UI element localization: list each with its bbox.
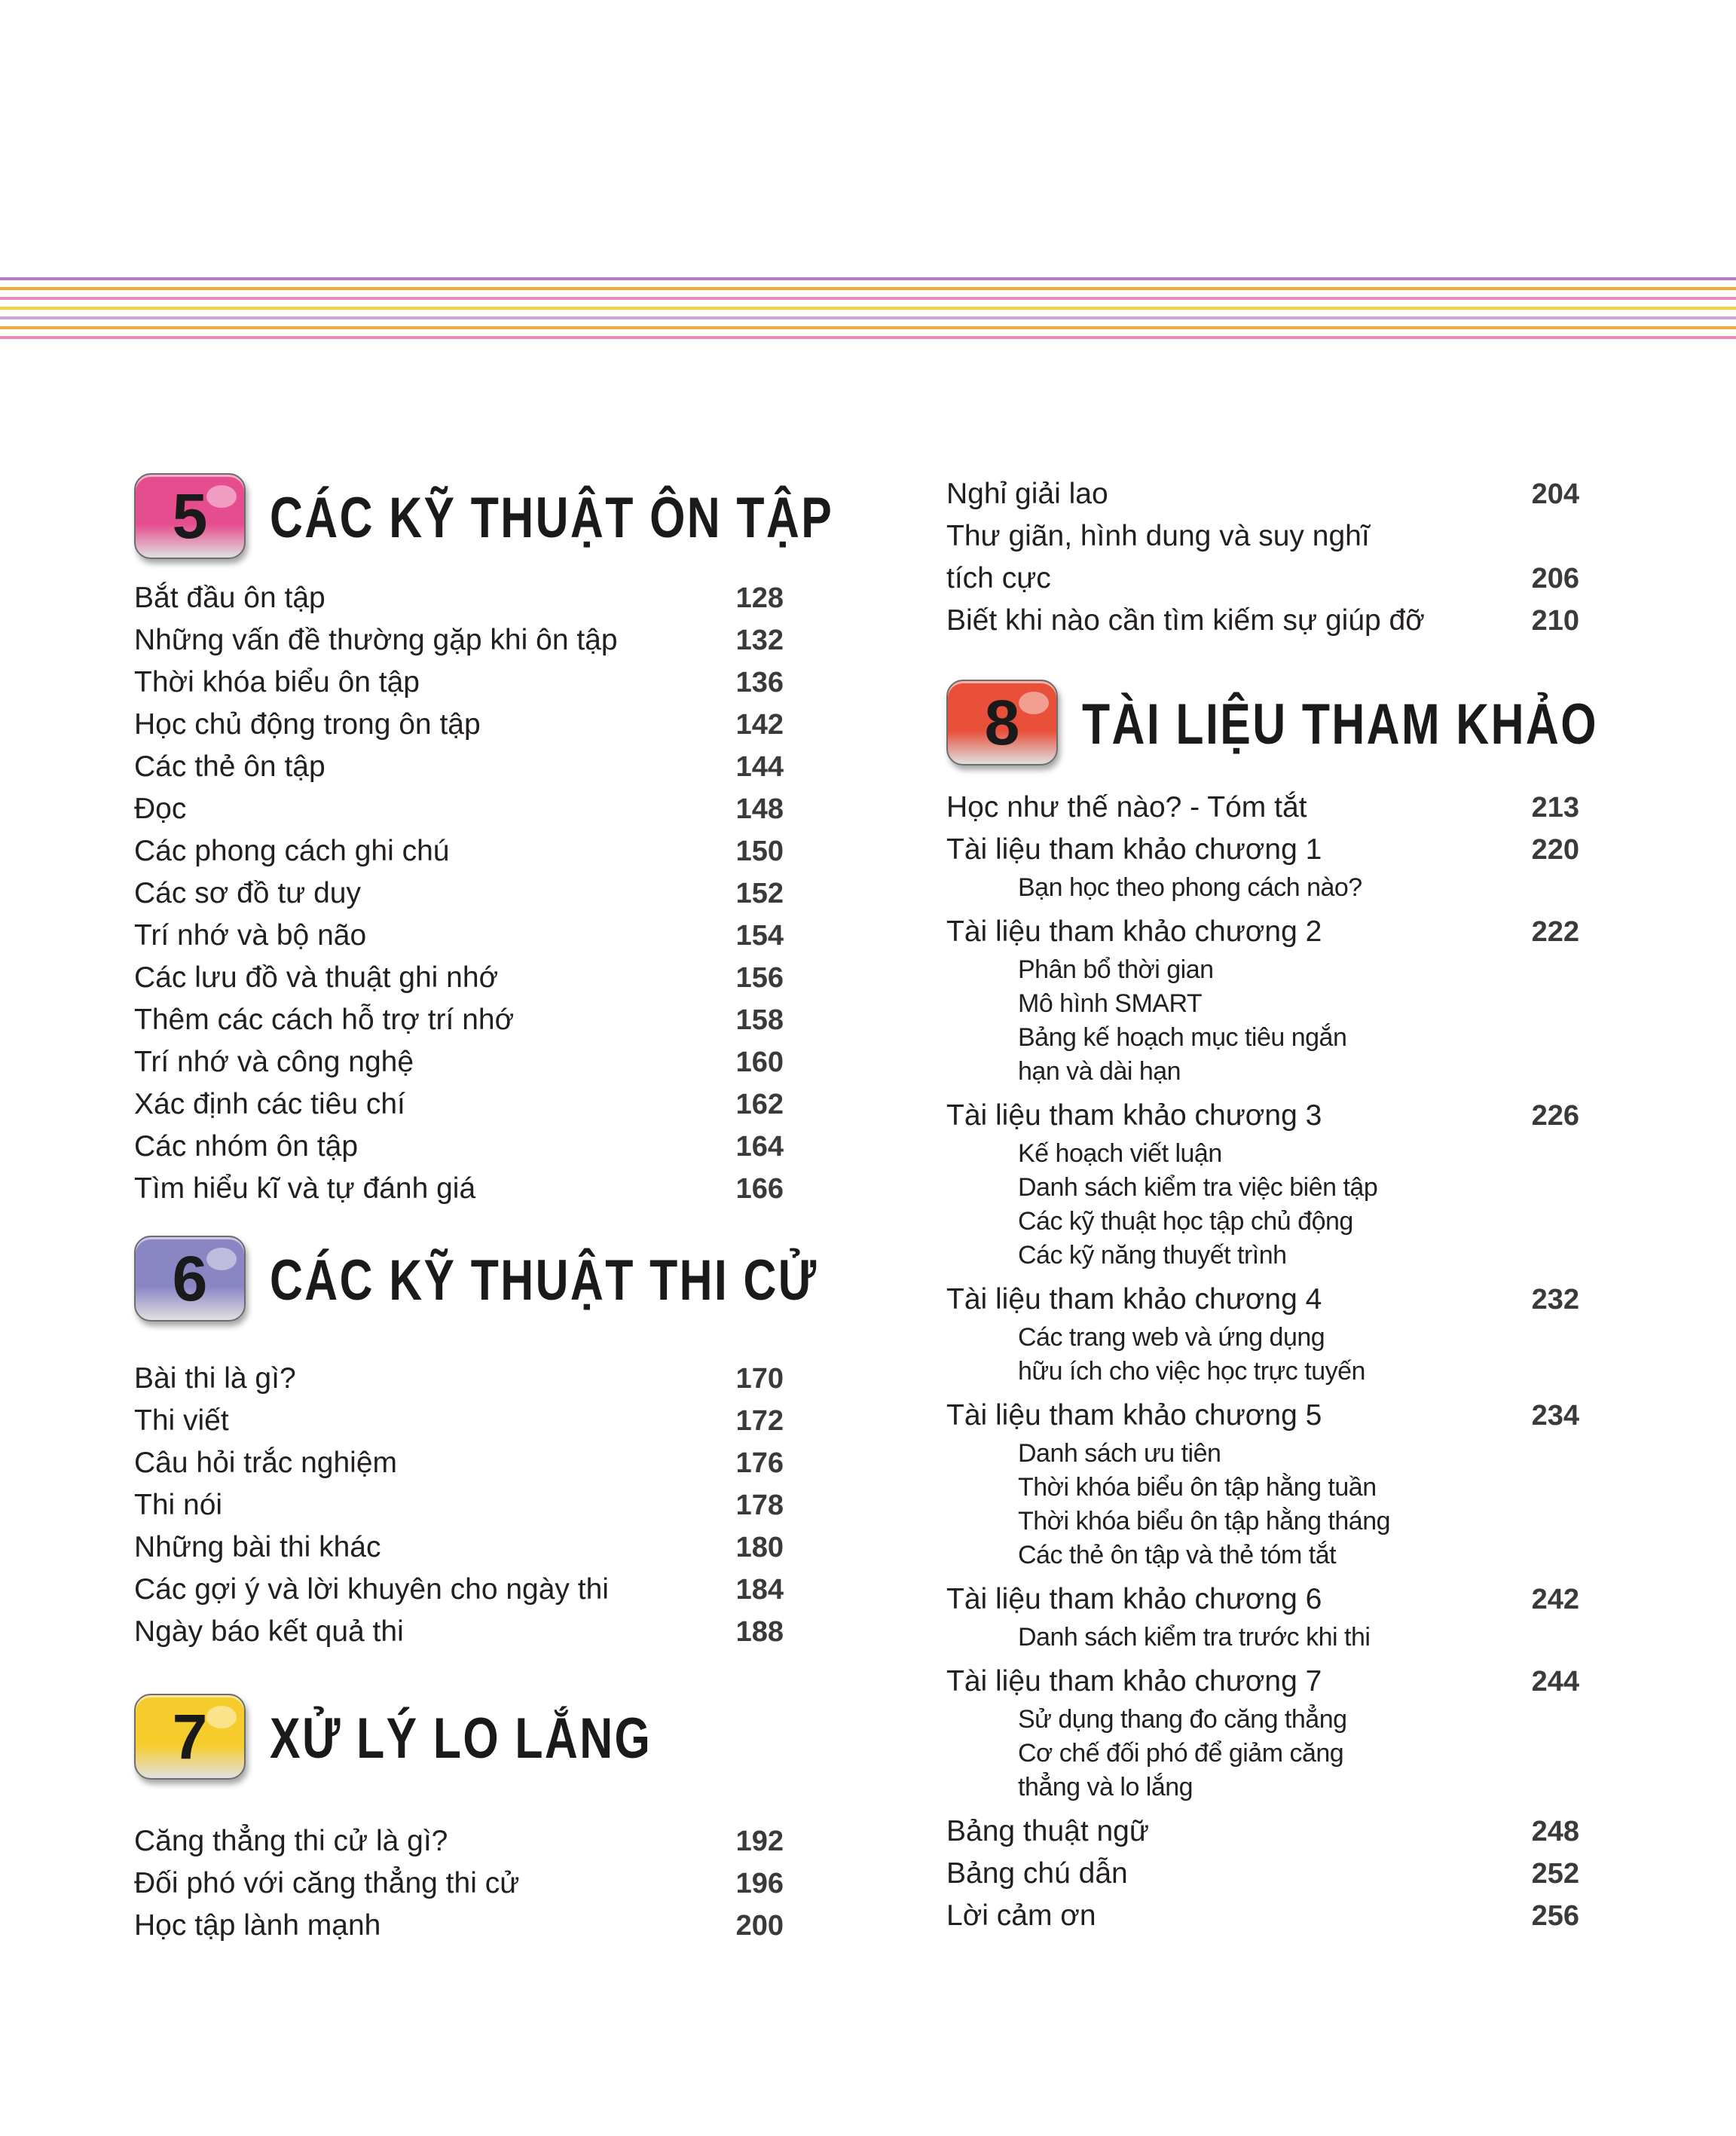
- toc-entry[interactable]: [946, 515, 1579, 558]
- toc-entry-page-number: 176: [735, 1447, 784, 1479]
- toc-entry-page-number: 256: [1531, 1900, 1579, 1932]
- toc-entry[interactable]: [134, 957, 784, 999]
- toc-entry-label: Bắt đầu ôn tập: [134, 582, 326, 614]
- toc-entry[interactable]: [946, 1095, 1579, 1137]
- toc-entry-label: Tài liệu tham khảo chương 6: [946, 1583, 1322, 1615]
- toc-entry-page-number: 156: [735, 962, 784, 994]
- toc-entry-page-number: 188: [735, 1616, 784, 1648]
- spacer: [946, 1389, 1579, 1395]
- chapter-7-entries-continued: [946, 473, 1579, 642]
- toc-entry-label: Đối phó với căng thẳng thi cử: [134, 1867, 520, 1899]
- toc-entry-page-number: 154: [735, 920, 784, 952]
- toc-entry[interactable]: [946, 911, 1579, 953]
- toc-entry-label: Thi viết: [134, 1404, 229, 1437]
- toc-entry-label: Học như thế nào? - Tóm tắt: [946, 791, 1307, 824]
- toc-entry-label: Trí nhớ và bộ não: [134, 919, 367, 952]
- toc-sub-entry[interactable]: Thời khóa biểu ôn tập hằng tuần: [1018, 1473, 1377, 1502]
- toc-entry-label: Tìm hiểu kĩ và tự đánh giá: [134, 1172, 476, 1205]
- toc-sub-entry[interactable]: hữu ích cho việc học trực tuyến: [1018, 1357, 1365, 1386]
- toc-sub-entry[interactable]: Danh sách kiểm tra trước khi thi: [1018, 1623, 1371, 1652]
- toc-entry-page-number: 206: [1531, 563, 1579, 594]
- toc-entry-label: Những vấn đề thường gặp khi ôn tập: [134, 624, 618, 656]
- toc-entry-page-number: 180: [735, 1532, 784, 1563]
- toc-sub-entry[interactable]: Mô hình SMART: [1018, 989, 1203, 1018]
- toc-entry[interactable]: [134, 1168, 784, 1210]
- toc-entry[interactable]: [946, 1395, 1579, 1437]
- chapter-title: TÀI LIỆU THAM KHẢO: [1082, 692, 1598, 756]
- spacer: [946, 1572, 1579, 1578]
- toc-entry[interactable]: [134, 1611, 784, 1653]
- stripe: [0, 307, 1736, 310]
- toc-entry-page-number: 244: [1531, 1666, 1579, 1697]
- toc-entry-page-number: 160: [735, 1047, 784, 1078]
- toc-entry[interactable]: [134, 1442, 784, 1484]
- toc-entry-page-number: 222: [1531, 916, 1579, 948]
- toc-entry-label: Căng thẳng thi cử là gì?: [134, 1825, 448, 1857]
- chapter-8-heading: [946, 680, 1598, 778]
- toc-entry[interactable]: [134, 746, 784, 788]
- stripe: [0, 316, 1736, 319]
- spacer: [946, 1804, 1579, 1811]
- toc-entry[interactable]: [946, 1661, 1579, 1703]
- chapter-number-badge: 8: [946, 680, 1058, 765]
- toc-sub-entry[interactable]: Các kỹ năng thuyết trình: [1018, 1241, 1287, 1270]
- toc-entry-label: Học chủ động trong ôn tập: [134, 708, 481, 741]
- toc-entry-label: Các nhóm ôn tập: [134, 1130, 359, 1163]
- toc-entry[interactable]: [134, 1820, 784, 1863]
- toc-entry-page-number: 178: [735, 1490, 784, 1521]
- toc-entry-label: Tài liệu tham khảo chương 4: [946, 1283, 1322, 1316]
- header-stripes: [0, 277, 1736, 341]
- toc-entry[interactable]: [134, 915, 784, 957]
- toc-entry[interactable]: [946, 473, 1579, 515]
- chapter-5-entries: [134, 577, 784, 1210]
- toc-right-column: [946, 473, 1598, 1937]
- toc-sub-entry[interactable]: Các trang web và ứng dụng: [1018, 1323, 1325, 1352]
- toc-entry-page-number: 210: [1531, 605, 1579, 637]
- toc-entry-page-number: 252: [1531, 1858, 1579, 1890]
- toc-entry-page-number: 166: [735, 1173, 784, 1205]
- toc-entry-page-number: 142: [735, 709, 784, 741]
- toc-entry-page-number: 158: [735, 1004, 784, 1036]
- toc-entry-label: Tài liệu tham khảo chương 2: [946, 915, 1322, 948]
- toc-sub-entry[interactable]: Cơ chế đối phó để giảm căng: [1018, 1739, 1344, 1768]
- chapter-8-entries: [946, 787, 1579, 1937]
- toc-entry[interactable]: [946, 600, 1579, 642]
- toc-entry[interactable]: [134, 1041, 784, 1083]
- toc-entry[interactable]: [134, 1526, 784, 1569]
- toc-sub-entry[interactable]: Bảng kế hoạch mục tiêu ngắn: [1018, 1023, 1347, 1052]
- toc-entry-page-number: 162: [735, 1089, 784, 1120]
- toc-entry-label: Các thẻ ôn tập: [134, 750, 326, 783]
- spacer: [946, 1273, 1579, 1279]
- toc-entry-page-number: 196: [735, 1868, 784, 1899]
- toc-left-column: [134, 473, 834, 1947]
- toc-entry[interactable]: [946, 1811, 1579, 1853]
- toc-entry-label: Bài thi là gì?: [134, 1362, 296, 1395]
- toc-entry-page-number: 234: [1531, 1400, 1579, 1432]
- toc-entry-label: Các sơ đồ tư duy: [134, 877, 361, 909]
- toc-entry-page-number: 220: [1531, 834, 1579, 866]
- toc-entry-label: Các lưu đồ và thuật ghi nhớ: [134, 961, 499, 994]
- toc-entry-label: Nghỉ giải lao: [946, 478, 1108, 510]
- toc-entry-page-number: 200: [735, 1910, 784, 1942]
- toc-entry-page-number: 184: [735, 1574, 784, 1606]
- stripe: [0, 277, 1736, 280]
- toc-entry-page-number: 213: [1531, 792, 1579, 824]
- toc-entry[interactable]: [946, 1895, 1579, 1937]
- toc-entry-label: Bảng thuật ngữ: [946, 1815, 1149, 1847]
- toc-entry-page-number: 144: [735, 751, 784, 783]
- toc-entry-page-number: 204: [1531, 478, 1579, 510]
- toc-entry-page-number: 232: [1531, 1284, 1579, 1316]
- toc-entry-label: Tài liệu tham khảo chương 7: [946, 1665, 1322, 1697]
- toc-entry[interactable]: [134, 1358, 784, 1400]
- toc-entry[interactable]: [134, 1863, 784, 1905]
- toc-entry-page-number: 170: [735, 1363, 784, 1395]
- toc-sub-entry[interactable]: Các kỹ thuật học tập chủ động: [1018, 1207, 1353, 1236]
- stripe: [0, 326, 1736, 329]
- spacer: [946, 905, 1579, 911]
- toc-sub-entry[interactable]: Thời khóa biểu ôn tập hằng tháng: [1018, 1507, 1391, 1536]
- chapter-7-heading: [134, 1694, 784, 1792]
- chapter-number-badge: 7: [134, 1694, 246, 1780]
- spacer: [946, 1089, 1579, 1095]
- toc-sub-entry[interactable]: Phân bổ thời gian: [1018, 955, 1214, 984]
- toc-entry-label: Đọc: [134, 793, 187, 825]
- toc-entry[interactable]: [946, 787, 1579, 829]
- toc-entry-page-number: 148: [735, 793, 784, 825]
- toc-entry[interactable]: [946, 1853, 1579, 1895]
- toc-entry-label: Thời khóa biểu ôn tập: [134, 666, 420, 698]
- toc-entry-label: Lời cảm ơn: [946, 1899, 1096, 1932]
- toc-entry-label: Học tập lành mạnh: [134, 1909, 381, 1942]
- toc-entry-label: Biết khi nào cần tìm kiếm sự giúp đỡ: [946, 604, 1425, 637]
- toc-entry[interactable]: [946, 1279, 1579, 1321]
- toc-entry-label: Các gợi ý và lời khuyên cho ngày thi: [134, 1573, 609, 1606]
- toc-sub-entry[interactable]: Bạn học theo phong cách nào?: [1018, 873, 1362, 902]
- toc-entry-label: Xác định các tiêu chí: [134, 1088, 405, 1120]
- toc-sub-entry[interactable]: Kế hoạch viết luận: [1018, 1139, 1222, 1168]
- chapter-6-heading: [134, 1236, 818, 1334]
- toc-entry-label: tích cực: [946, 562, 1051, 594]
- toc-sub-entry[interactable]: Danh sách ưu tiên: [1018, 1439, 1221, 1468]
- toc-entry-page-number: 226: [1531, 1100, 1579, 1132]
- chapter-7-entries: [134, 1820, 784, 1947]
- toc-entry[interactable]: [134, 704, 784, 746]
- toc-entry-page-number: 242: [1531, 1584, 1579, 1615]
- toc-entry-label: Thi nói: [134, 1489, 223, 1521]
- chapter-number-badge: 5: [134, 473, 246, 559]
- toc-entry[interactable]: [134, 830, 784, 872]
- spacer: [946, 1655, 1579, 1661]
- stripe: [0, 287, 1736, 290]
- toc-sub-entry[interactable]: Sử dụng thang đo căng thẳng: [1018, 1705, 1347, 1734]
- toc-entry[interactable]: [134, 1083, 784, 1126]
- toc-sub-entry[interactable]: thẳng và lo lắng: [1018, 1773, 1194, 1801]
- toc-entry-page-number: 192: [735, 1826, 784, 1857]
- toc-entry[interactable]: [946, 1578, 1579, 1621]
- toc-entry[interactable]: [134, 1905, 784, 1947]
- toc-entry[interactable]: [134, 788, 784, 830]
- stripe: [0, 297, 1736, 300]
- toc-entry-label: Các phong cách ghi chú: [134, 835, 450, 867]
- chapter-6-entries: [134, 1358, 784, 1653]
- toc-entry[interactable]: [134, 1126, 784, 1168]
- chapter-number-badge: 6: [134, 1236, 246, 1322]
- toc-entry[interactable]: [134, 662, 784, 704]
- toc-entry-label: Những bài thi khác: [134, 1531, 381, 1563]
- toc-entry-page-number: 172: [735, 1405, 784, 1437]
- toc-entry-page-number: 164: [735, 1131, 784, 1163]
- chapter-title: CÁC KỸ THUẬT THI CỬ: [270, 1248, 818, 1312]
- toc-entry-page-number: 248: [1531, 1816, 1579, 1847]
- toc-entry[interactable]: [134, 1484, 784, 1526]
- chapter-5-heading: [134, 473, 834, 571]
- toc-entry[interactable]: [134, 1569, 784, 1611]
- toc-entry-page-number: 128: [735, 582, 784, 614]
- chapter-title: CÁC KỸ THUẬT ÔN TẬP: [270, 486, 834, 550]
- toc-entry-label: Thư giãn, hình dung và suy nghĩ: [946, 520, 1370, 552]
- toc-entry-label: Ngày báo kết quả thi: [134, 1615, 404, 1648]
- toc-entry-page-number: 136: [735, 667, 784, 698]
- stripe: [0, 336, 1736, 339]
- toc-entry[interactable]: [134, 619, 784, 662]
- toc-entry-label: Thêm các cách hỗ trợ trí nhớ: [134, 1004, 515, 1036]
- toc-entry-label: Trí nhớ và công nghệ: [134, 1046, 414, 1078]
- toc-entry[interactable]: [134, 577, 784, 619]
- toc-entry-label: Tài liệu tham khảo chương 1: [946, 833, 1322, 866]
- toc-entry[interactable]: [134, 999, 784, 1041]
- toc-entry-page-number: 150: [735, 836, 784, 867]
- toc-entry[interactable]: [946, 829, 1579, 871]
- toc-entry-label: Câu hỏi trắc nghiệm: [134, 1447, 398, 1479]
- toc-entry-label: Bảng chú dẫn: [946, 1857, 1128, 1890]
- toc-entry-label: Tài liệu tham khảo chương 3: [946, 1099, 1322, 1132]
- toc-entry[interactable]: [134, 1400, 784, 1442]
- toc-sub-entry[interactable]: Danh sách kiểm tra việc biên tập: [1018, 1173, 1378, 1202]
- toc-sub-entry[interactable]: Các thẻ ôn tập và thẻ tóm tắt: [1018, 1541, 1337, 1569]
- toc-entry-page-number: 132: [735, 625, 784, 656]
- toc-entry-label: Tài liệu tham khảo chương 5: [946, 1399, 1322, 1432]
- toc-entry[interactable]: [134, 872, 784, 915]
- chapter-title: XỬ LÝ LO LẮNG: [270, 1707, 653, 1771]
- toc-entry-page-number: 152: [735, 878, 784, 909]
- toc-entry[interactable]: [946, 558, 1579, 600]
- toc-sub-entry[interactable]: hạn và dài hạn: [1018, 1057, 1181, 1086]
